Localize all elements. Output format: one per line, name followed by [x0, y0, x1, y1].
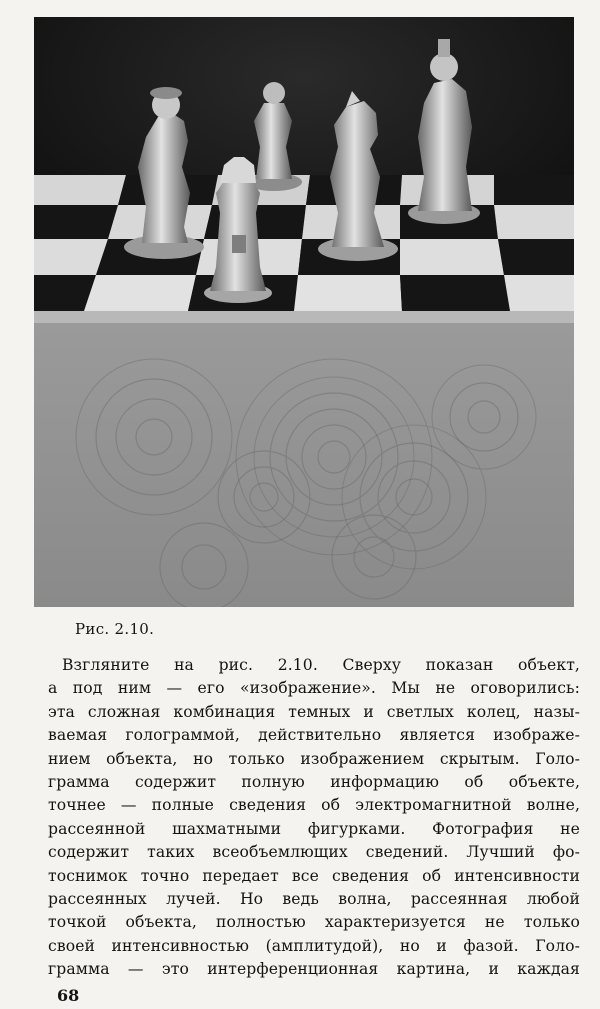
page-number: 68: [57, 986, 80, 1005]
text-line: грамма содержит полную информацию об объекте,: [48, 772, 580, 791]
text-line: а под ним — его «изображение». Мы не оговорились:: [48, 679, 580, 698]
hologram-pattern: [34, 323, 574, 607]
text-line: содержит таких всеобъемлющих сведений. Лучший фо-: [48, 843, 580, 862]
chess-hologram-figure: [34, 17, 574, 607]
text-line: рассеянной шахматными фигурками. Фотография не: [48, 819, 580, 838]
text-line: нием объекта, но только изображением скрытым. Голо-: [48, 749, 580, 768]
text-line: точкой объекта, полностью характеризуется не только: [48, 913, 580, 932]
text-line: ваемая голограммой, действительно является изображе-: [48, 726, 580, 745]
body-paragraph: [48, 654, 580, 981]
text-line: эта сложная комбинация темных и светлых колец, назы-: [48, 702, 580, 721]
figure-caption: Рис. 2.10.: [75, 620, 155, 638]
text-line: рассеянных лучей. Но ведь волна, рассеянная любой: [48, 889, 580, 908]
text-line: Взгляните на рис. 2.10. Сверху показан объект,: [62, 656, 580, 674]
text-line: точнее — полные сведения об электромагнитной волне,: [48, 796, 580, 815]
chessboard: [34, 175, 574, 323]
text-line: своей интенсивностью (амплитудой), но и фазой. Голо-: [48, 936, 580, 955]
text-line: тоснимок точно передает все сведения об интенсивности: [48, 866, 580, 885]
chess-hologram-image: [34, 17, 574, 607]
text-line: грамма — это интерференционная картина, и каждая: [48, 960, 580, 979]
